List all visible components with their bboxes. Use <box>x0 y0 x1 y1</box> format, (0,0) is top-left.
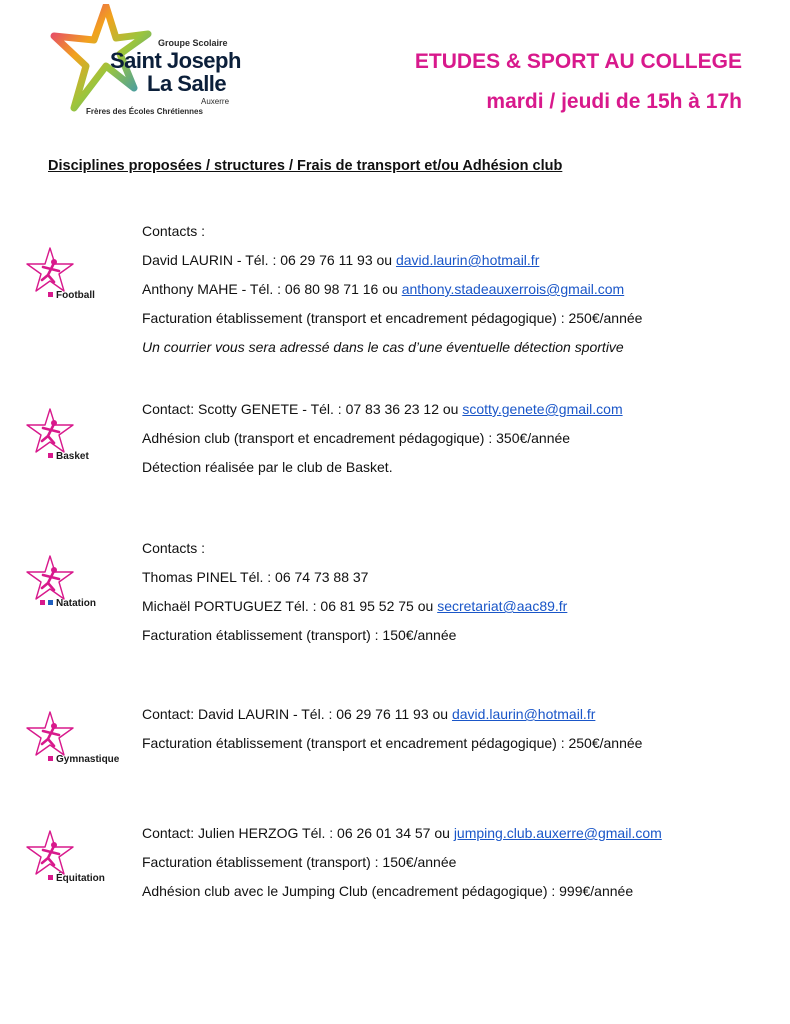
info-line <box>142 538 567 567</box>
info-line <box>142 733 642 762</box>
email-link[interactable]: secretariat@aac89.fr <box>437 598 568 614</box>
bullet-square-icon <box>48 292 53 297</box>
info-text: Contact: Scotty GENETE - Tél. : 07 83 36 23 12 ou <box>142 401 463 417</box>
sport-label-text: Gymnastique <box>56 754 120 765</box>
info-line <box>142 625 567 654</box>
contact-lines <box>142 704 642 762</box>
info-line <box>142 596 567 625</box>
info-line <box>142 428 623 457</box>
info-line <box>142 337 642 366</box>
info-line <box>142 457 623 486</box>
info-text: Détection réalisée par le club de Basket. <box>142 459 393 475</box>
page-title: ETUDES & SPORT AU COLLEGE <box>414 50 742 73</box>
info-text: Anthony MAHE - Tél. : 06 80 98 71 16 ou <box>142 281 402 297</box>
sport-star-icon <box>24 554 76 602</box>
email-link[interactable]: scotty.genete@gmail.com <box>462 401 623 417</box>
school-logo <box>48 4 241 120</box>
info-text: Contacts : <box>142 223 206 239</box>
info-line <box>142 881 662 910</box>
sport-label <box>48 873 105 884</box>
football-icon <box>24 246 124 310</box>
page-subtitle: mardi / jeudi de 15h à 17h <box>486 90 742 113</box>
sport-star-icon <box>24 710 76 758</box>
info-line <box>142 399 623 428</box>
email-link[interactable]: david.laurin@hotmail.fr <box>395 252 540 268</box>
logo-line-3: La Salle <box>147 71 227 96</box>
sport-label <box>48 451 89 462</box>
info-text: Adhésion club (transport et encadrement pédagogique) : 350€/année <box>142 430 571 446</box>
info-text: Adhésion club avec le Jumping Club (encadrement pédagogique) : 999€/année <box>142 883 634 899</box>
sport-star-icon <box>24 407 76 455</box>
info-text: Facturation établissement (transport et encadrement pédagogique) : 250€/année <box>142 310 643 326</box>
info-line <box>142 567 567 596</box>
basket-icon <box>24 407 124 471</box>
sport-star-icon <box>24 829 76 877</box>
info-text: Contacts : <box>142 540 206 556</box>
info-text: Facturation établissement (transport et encadrement pédagogique) : 250€/année <box>142 735 643 751</box>
info-line <box>142 852 662 881</box>
info-text: Contact: David LAURIN - Tél. : 06 29 76 11 93 ou <box>142 706 452 722</box>
bullet-square-icon <box>40 600 45 605</box>
natation-icon <box>24 554 124 618</box>
info-line <box>142 823 662 852</box>
email-link[interactable]: jumping.club.auxerre@gmail.com <box>453 825 662 841</box>
info-line <box>142 250 642 279</box>
sport-label-text: Équitation <box>56 873 105 884</box>
bullet-square-icon <box>48 600 53 605</box>
contact-lines <box>142 221 642 366</box>
info-text: Contact: Julien HERZOG Tél. : 06 26 01 34 57 ou <box>142 825 454 841</box>
info-line <box>142 221 642 250</box>
info-text: Michaël PORTUGUEZ Tél. : 06 81 95 52 75 ou <box>142 598 438 614</box>
info-line <box>142 704 642 733</box>
sport-label-text: Natation <box>56 598 96 609</box>
logo-line-4: Auxerre <box>201 97 230 106</box>
sport-label <box>40 598 96 609</box>
info-line <box>142 308 642 337</box>
contact-lines <box>142 823 662 910</box>
sport-label-text: Basket <box>56 451 89 462</box>
sport-label <box>48 754 119 765</box>
gymnastique-icon <box>24 710 124 774</box>
logo-line-5: Frères des Écoles Chrétiennes <box>86 107 203 116</box>
info-text: Un courrier vous sera adressé dans le cas d’une éventuelle détection sportive <box>142 339 624 355</box>
email-link[interactable]: anthony.stadeauxerrois@gmail.com <box>401 281 625 297</box>
contact-lines <box>142 538 567 654</box>
sport-label-text: Football <box>56 290 95 301</box>
email-link[interactable]: david.laurin@hotmail.fr <box>451 706 596 722</box>
info-line <box>142 279 642 308</box>
info-text: Facturation établissement (transport) : 150€/année <box>142 627 457 643</box>
equitation-icon <box>24 829 124 893</box>
logo-line-1: Groupe Scolaire <box>158 38 228 48</box>
info-text: Facturation établissement (transport) : 150€/année <box>142 854 457 870</box>
sport-star-icon <box>24 246 76 294</box>
sport-label <box>48 290 95 301</box>
logo-line-2: Saint Joseph <box>110 48 241 73</box>
bullet-square-icon <box>48 756 53 761</box>
info-text: David LAURIN - Tél. : 06 29 76 11 93 ou <box>142 252 396 268</box>
section-heading: Disciplines proposées / structures / Frais de transport et/ou Adhésion club <box>48 158 563 174</box>
bullet-square-icon <box>48 453 53 458</box>
contact-lines <box>142 399 623 486</box>
bullet-square-icon <box>48 875 53 880</box>
info-text: Thomas PINEL Tél. : 06 74 73 88 37 <box>142 569 369 585</box>
